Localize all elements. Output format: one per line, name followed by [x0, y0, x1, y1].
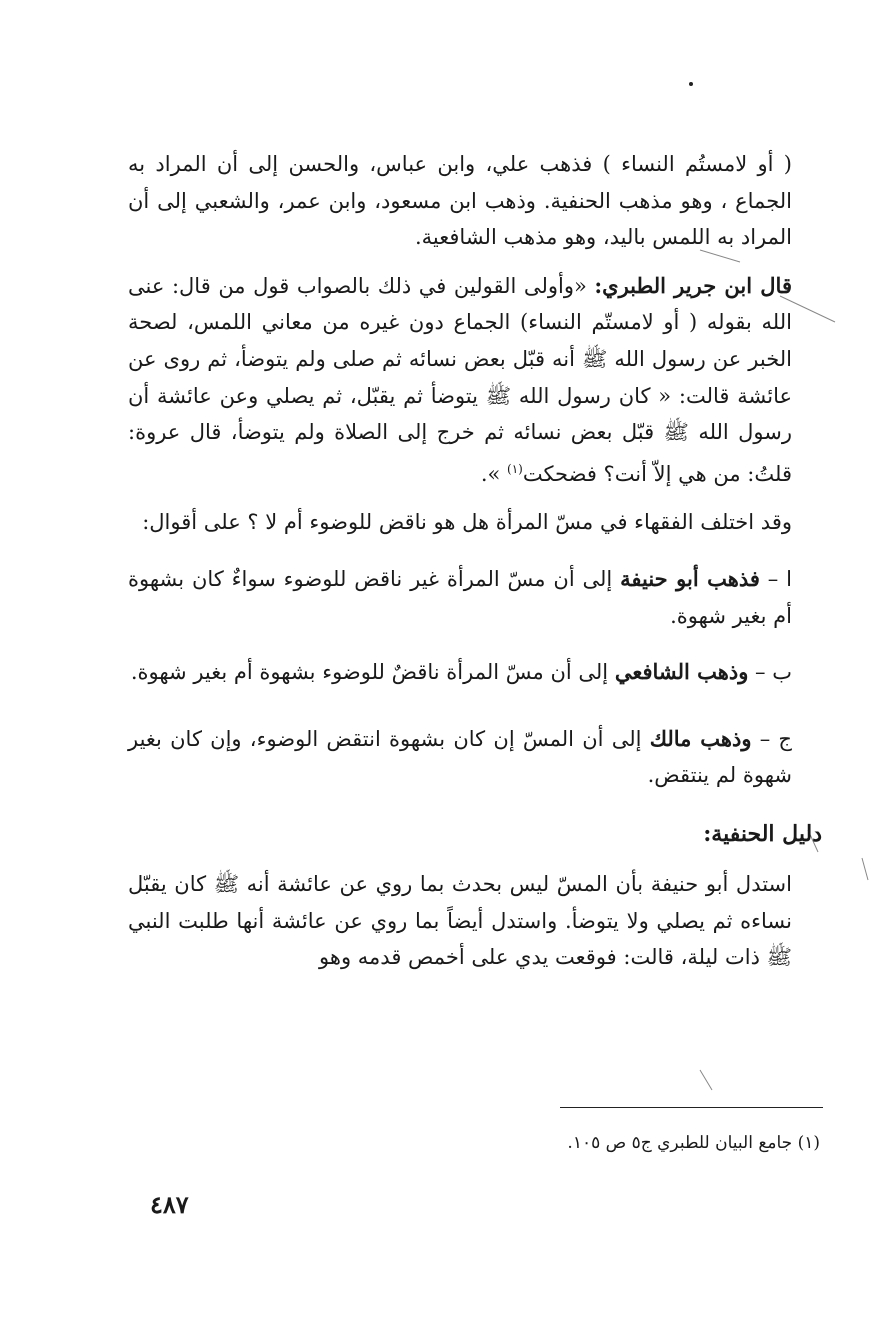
paragraph-disagreement: وقد اختلف الفقهاء في مسّ المرأة هل هو ناقض للوضوء أم لا ؟ على أقوال: — [142, 510, 792, 535]
opinion-hanafi-lead: فذهب أبو حنيفة — [620, 565, 760, 591]
opinion-shafii-lead: وذهب الشافعي — [614, 659, 749, 685]
footnote-divider — [560, 1107, 823, 1108]
page-number: ٤٨٧ — [150, 1190, 189, 1219]
opinion-maliki-lead: وذهب مالك — [649, 725, 752, 751]
footnote-ref: (١) — [507, 461, 523, 476]
main-text — [128, 146, 822, 976]
opinion-shafii-marker: ب – — [748, 660, 792, 685]
tabari-lead: قال ابن جرير الطبري: — [594, 272, 792, 298]
paragraph-1: ( أو لامستُم النساء ) فذهب علي، وابن عباس، والحسن إلى أن المراد به الجماع ، وهو مذهب الحنفية. وذهب ابن مسعود، وابن عمر، والشعبي إلى أن المراد به اللمس باليد، وهو مذهب الشافعية. — [128, 152, 792, 250]
opinion-maliki-text: إلى أن المسّ إن كان بشهوة انتقض الوضوء، وإن كان بغير شهوة لم ينتقض. — [128, 726, 792, 788]
section-heading: دليل الحنفية: — [703, 820, 822, 847]
opinion-maliki — [128, 721, 822, 794]
paragraph-hanafi-evidence: استدل أبو حنيفة بأن المسّ ليس بحدث بما روي عن عائشة أنه ﷺ كان يقبّل نساءه ثم يصلي ولا يتوضأ. واستدل أيضاً بما روي عن عائشة أنها طلبت النبي ﷺ ذات ليلة، قالت: فوقعت يدي على أخمص قدمه وهو — [128, 871, 792, 970]
opinion-hanafi-marker: ا – — [759, 566, 792, 591]
paragraph-tabari-quote — [128, 268, 822, 493]
opinion-hanafi — [128, 561, 822, 634]
opinion-shafii — [128, 654, 822, 691]
tabari-text: «وأولى القولين في ذلك بالصواب قول من قال: عنى الله بقوله ( أو لامستّم النساء) الجماع دون غيره من معاني اللمس، لصحة الخبر عن رسول الله ﷺ أنه قبّل بعض نسائه ثم صلى ولم يتوضأ، ثم روى عن عائشة قالت: « كان رسول الله ﷺ يتوضأ ثم يقبّل، ثم يصلي وعن عائشة أن رسول الله ﷺ قبّل بعض نسائه ثم خرج إلى الصلاة ولم يتوضأ، قال عروة: قلتُ: من هي إلاّ أنت؟ فضحكت — [128, 273, 792, 486]
tabari-end: ». — [480, 461, 508, 486]
opinion-maliki-marker: ج – — [751, 726, 792, 751]
footnote: (١) جامع البيان للطبري ج٥ ص ١٠٥. — [567, 1133, 820, 1153]
opinion-hanafi-text: إلى أن مسّ المرأة غير ناقض للوضوء سواءٌ كان بشهوة أم بغير شهوة. — [128, 566, 792, 628]
opinion-shafii-text: إلى أن مسّ المرأة ناقضٌ للوضوء بشهوة أم بغير شهوة. — [130, 660, 615, 685]
